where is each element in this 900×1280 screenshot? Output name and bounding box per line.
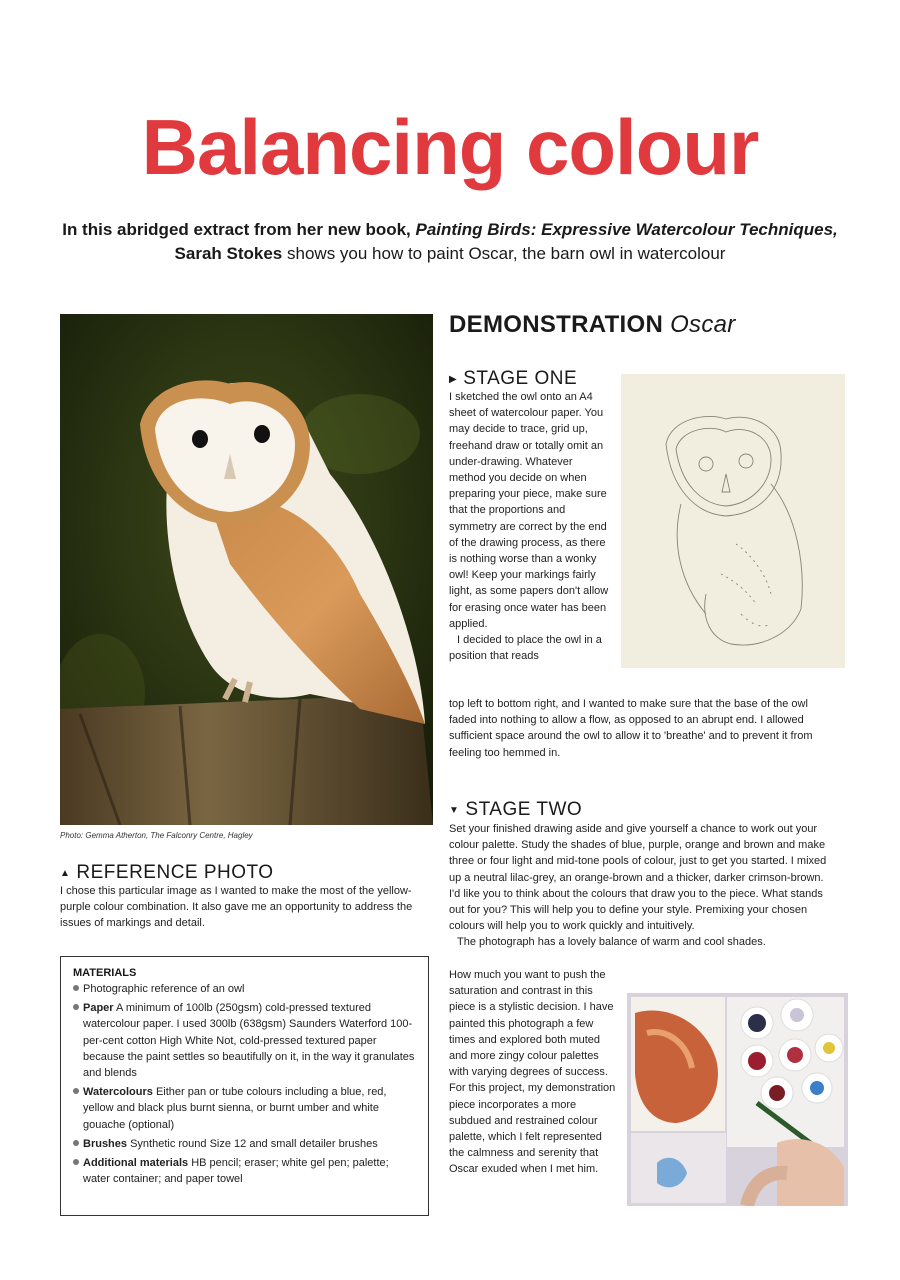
materials-item: Additional materials HB pencil; eraser; white gel pen; palette; water container; and paper towel [73, 1155, 416, 1187]
bullet-icon [73, 985, 79, 991]
photo-caption: Photo: Gemma Atherton, The Falconry Centre, Hagley [60, 831, 253, 840]
bullet-icon [73, 1140, 79, 1146]
stage-one-body-continued: top left to bottom right, and I wanted to make sure that the base of the owl faded into nothing to allow a flow, as opposed to an abrupt end. I allowed sufficient space around the owl to allow it to 'breathe' and to prevent it from feeling too hemmed in. [449, 698, 813, 759]
book-title: Painting Birds: Expressive Watercolour Techniques, [415, 220, 838, 239]
triangle-down-icon: ▼ [449, 805, 460, 816]
stage-one-sketch-image [621, 374, 845, 668]
demonstration-heading: DEMONSTRATION Oscar [449, 311, 736, 338]
bullet-icon [73, 1159, 79, 1165]
materials-item: Watercolours Either pan or tube colours including a blue, red, yellow and black plus burnt sienna, or burnt umber and white gouache (optional) [73, 1084, 416, 1133]
stage-two-palette-photo [627, 993, 848, 1206]
stage-one-heading: ▶ STAGE ONE [449, 368, 578, 389]
reference-photo-body: I chose this particular image as I wanted to make the most of the yellow-purple colour combination. It also gave me an opportunity to address the issues of markings and detail. [60, 885, 413, 930]
standfirst [60, 218, 840, 266]
materials-title: MATERIALS [73, 967, 137, 979]
materials-item: Paper A minimum of 100lb (250gsm) cold-pressed textured watercolour paper. I used 300lb (638gsm) Saunders Waterford 100-per-cent cotton High White Not, cold-pressed textured paper because the paint settles so beautifully on it, in the way it granulates and blends [73, 1000, 416, 1081]
reference-photo-heading: ▲ REFERENCE PHOTO [60, 862, 274, 883]
stage-two-body-continued: How much you want to push the saturation and contrast in this piece is a stylistic decision. I have painted this photograph a few times and explored both muted and more zingy colour palettes with varying degrees of success. For this project, my demonstration piece incorporates a more subdued and restrained colour palette, which I felt represented the calmness and serenity that Oscar exuded when I met him. [449, 969, 616, 1176]
materials-item: Brushes Synthetic round Size 12 and small detailer brushes [73, 1136, 416, 1152]
author-name: Sarah Stokes [174, 244, 283, 263]
bullet-icon [73, 1004, 79, 1010]
stage-two-body: Set your finished drawing aside and give yourself a chance to work out your colour palette. Study the shades of blue, purple, orange and brown and make three or four light and mid-tone pools of colour, just to get you started. I mixed up a neutral lilac-grey, an orange-brown and a thicker, darker crimson-brown. I'd like you to think about the colours that draw you to the piece. What stands out for you? This will help you to define your style. Premixing your chosen colours will help you to work quickly and intuitively. The photograph has a lovely balance of warm and cool shades. [449, 823, 827, 949]
materials-item: Photographic reference of an owl [73, 981, 416, 997]
materials-box [60, 956, 429, 1216]
bullet-icon [73, 1088, 79, 1094]
triangle-up-icon: ▲ [60, 868, 71, 879]
standfirst-intro: In this abridged extract from her new book, [62, 220, 416, 239]
stage-two-heading: ▼ STAGE TWO [449, 799, 583, 820]
stage-one-body: I sketched the owl onto an A4 sheet of watercolour paper. You may decide to trace, grid up, freehand draw or totally omit an under-drawing. Whatever method you decide on when preparing your piece, make sure that the proportions and symmetry are correct by the end of the drawing process, as there is nothing worse than a wonky owl! Keep your markings fairly light, as some papers don't allow for erasing once water has been applied. I decided to place the owl in a position that reads [449, 391, 609, 663]
reference-photo-owl [60, 314, 433, 825]
article-title: Balancing colour [141, 103, 759, 191]
triangle-right-icon: ▶ [449, 374, 458, 385]
standfirst-outro: shows you how to paint Oscar, the barn owl in watercolour [282, 244, 726, 263]
